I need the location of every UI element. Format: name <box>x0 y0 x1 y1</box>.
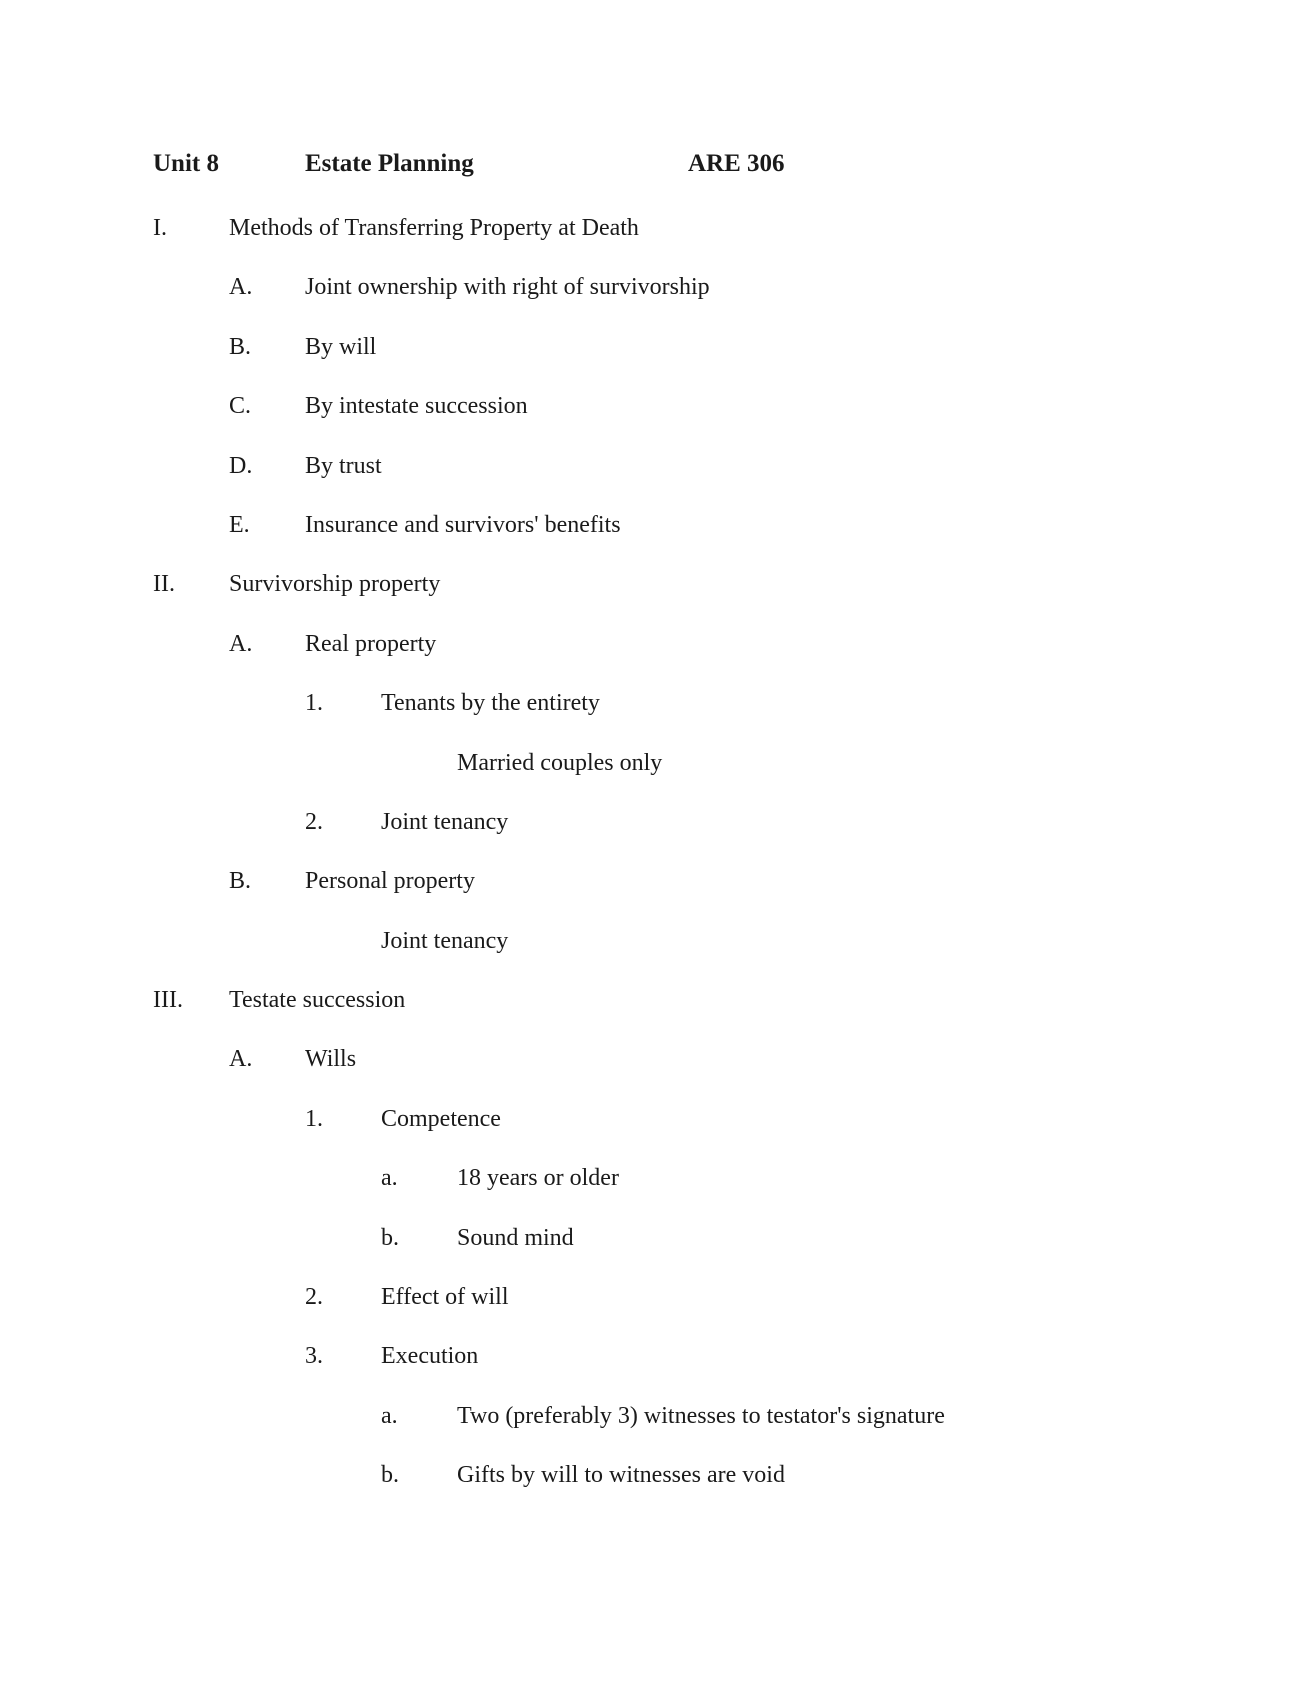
outline-marker: D. <box>229 452 253 479</box>
outline-text: Methods of Transferring Property at Death <box>229 215 639 241</box>
outline-marker: b. <box>381 1462 399 1489</box>
outline-item <box>0 983 1306 1042</box>
outline-marker: b. <box>381 1224 399 1251</box>
outline-marker: 3. <box>305 1343 323 1370</box>
outline-item <box>0 1221 1306 1280</box>
document-header <box>0 150 1306 186</box>
outline-text: By intestate succession <box>305 393 528 420</box>
outline-text: Competence <box>381 1105 501 1132</box>
outline-text: Sound mind <box>457 1224 574 1251</box>
outline-item <box>0 627 1306 686</box>
outline-text: Survivorship property <box>229 571 441 598</box>
outline-item <box>0 864 1306 923</box>
outline-marker: B. <box>229 868 252 895</box>
outline-item <box>0 1161 1306 1220</box>
outline-item <box>0 1339 1306 1398</box>
outline-text: Real property <box>305 630 437 657</box>
outline-text: Effect of will <box>381 1284 509 1311</box>
outline-text: Gifts by will to witnesses are void <box>457 1462 785 1489</box>
outline-item <box>0 211 1306 270</box>
outline-item <box>0 389 1306 448</box>
outline-text: Tenants by the entirety <box>381 690 600 717</box>
outline-text: By trust <box>305 452 382 479</box>
outline-marker: a. <box>381 1402 398 1429</box>
outline-text: Wills <box>305 1046 357 1073</box>
outline-text: Joint ownership with right of survivorship <box>305 274 710 301</box>
outline-item <box>0 508 1306 567</box>
outline-text: Insurance and survivors' benefits <box>305 511 621 538</box>
outline-marker: a. <box>381 1165 398 1192</box>
outline-item <box>0 924 1306 983</box>
outline-text: Two (preferably 3) witnesses to testator's signature <box>457 1402 945 1429</box>
outline-text: Execution <box>381 1343 479 1370</box>
outline-item <box>0 330 1306 389</box>
outline-item <box>0 567 1306 626</box>
outline-item <box>0 449 1306 508</box>
outline-text: Married couples only <box>457 749 663 776</box>
outline-text: Joint tenancy <box>381 808 509 835</box>
outline <box>0 211 1306 1518</box>
outline-text: Personal property <box>305 868 475 895</box>
outline-marker: II. <box>153 571 175 598</box>
page-title: Estate Planning <box>305 150 474 177</box>
outline-text: Joint tenancy <box>381 927 509 954</box>
outline-marker: B. <box>229 333 252 360</box>
outline-item <box>0 270 1306 329</box>
outline-marker: 2. <box>305 808 323 835</box>
outline-item <box>0 805 1306 864</box>
outline-marker: E. <box>229 511 250 538</box>
outline-item <box>0 1102 1306 1161</box>
unit-number: Unit 8 <box>153 150 219 177</box>
outline-marker: 1. <box>305 690 323 717</box>
outline-text: By will <box>305 333 377 360</box>
outline-item <box>0 1399 1306 1458</box>
outline-item <box>0 1458 1306 1517</box>
outline-marker: A. <box>229 274 253 301</box>
outline-marker: A. <box>229 630 253 657</box>
outline-item <box>0 1042 1306 1101</box>
outline-marker: 1. <box>305 1105 323 1132</box>
outline-text: 18 years or older <box>457 1165 619 1192</box>
outline-marker: C. <box>229 393 252 420</box>
outline-marker: I. <box>153 215 167 241</box>
outline-item <box>0 1280 1306 1339</box>
outline-marker: 2. <box>305 1284 323 1311</box>
outline-item <box>0 686 1306 745</box>
outline-marker: A. <box>229 1046 253 1073</box>
outline-text: Testate succession <box>229 987 406 1014</box>
outline-marker: III. <box>153 987 183 1014</box>
course-code: ARE 306 <box>688 150 785 177</box>
outline-item <box>0 746 1306 805</box>
